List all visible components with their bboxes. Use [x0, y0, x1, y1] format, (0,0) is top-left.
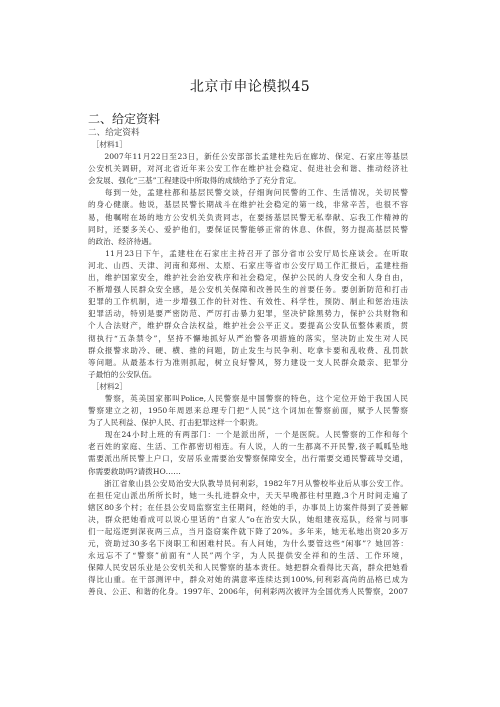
body-text-line: 辖区80多个村；在任县公安局监察室主任期间，经她的手，办事员上访案件得到了妥善解 [88, 502, 408, 512]
body-text-line: 2007年11月22日至23日，新任公安部部长孟建柱先后在廊坊、保定、石家庄等基层 [88, 152, 408, 162]
material-label: ［材料1］ [88, 140, 127, 149]
body-text-line: 元，资助过30多名下岗职工和困难村民。有人问她，为什么要管这些“闲事”？她回答： [88, 539, 408, 549]
body-text-line: 不断增强人民群众安全感，是公安机关保障和改善民生的首要任务。要创新防范和打击 [88, 285, 408, 295]
body-text-line: 的政治、经济待遇。 [88, 236, 157, 246]
body-text-line: 警察，英美国家都叫Police,人民警察是中国警察的特色，这个定位开始于我国人民 [88, 393, 408, 403]
section-heading: 二、给定资料 [88, 112, 161, 126]
body-text-line: 善良、公正、和谐的化身。1997年、2006年，何利彩两次被评为全国优秀人民警察，2007 [88, 587, 408, 597]
body-text-line: 老百姓的家庭、生活、工作都密切相连。有人说，人的一生都离不开民警,孩子呱呱坠地 [88, 442, 408, 452]
body-text-line: 永远忘不了“警察”前面有“人民”两个字，为人民提供安全祥和的生活、工作环境， [88, 551, 408, 561]
body-text-line: 出，维护国家安全，维护社会治安秩序和社会稳定，保护公民的人身安全和人身自由， [88, 273, 408, 283]
body-text-line: 个人合法财产，维护群众合法权益，维护社会公平正义。要提高公安队伍整体素质，贯 [88, 321, 408, 331]
body-text-line: 会发展、强化“三基”工程建设中所取得的成绩给予了充分肯定。 [88, 176, 301, 186]
body-text-line: 需要派出所民警上户口，安居乐业需要治安警察保障安全，出行需要交通民警疏导交通， [88, 454, 408, 464]
body-text-line: 犯罪活动，特别是要严密防范、严厉打击暴力犯罪，坚决铲除黑势力，保护公共财物和 [88, 309, 408, 319]
body-text-line: 在担任定山派出所所长时，她一头扎进群众中，天天早晚都往村里跑,3个月时间走遍了 [88, 490, 408, 500]
body-text-line: 公安机关调研，对河北省近年来公安工作在维护社会稳定、促进社会和谐、推动经济社 [88, 164, 408, 174]
body-text-line: 河北、山西、天津、河南和郑州、太原、石家庄等省市公安厅局工作汇报后，孟建柱指 [88, 260, 408, 270]
body-text-line: 决，群众把她看成可以说心里话的“自家人”o在治安大队，她组建夜巡队，经常与同事 [88, 514, 408, 524]
body-text-line: 你需要救助吗?请拨HO…… [88, 466, 181, 476]
document-title: 北京市申论模拟45 [189, 79, 311, 95]
body-text-line: 警察建立之初，1950年周恩来总理专门把“人民”这个词加在警察前面，赋予人民警察 [88, 406, 408, 416]
body-text-line: 的身心健康。他说，基层民警长期战斗在维护社会稳定的第一线，非常辛苦，也很不容 [88, 200, 408, 210]
body-text-line: 现在24小时上班的有两部门：一个是派出所，一个是医院。人民警察的工作和每个 [88, 430, 408, 440]
body-text-line: 犯罪的工作机制，进一步增强工作的针对性、有效性、科学性，预防、制止和惩治违法 [88, 297, 408, 307]
body-text-line: 为了人民利益、保护人民、打击犯罪这样一个职责。 [88, 418, 263, 428]
body-text-line: 浙江省象山县公安局治安大队教导员何利彩，1982年7月从警校毕业后从事公安工作。 [88, 478, 408, 488]
body-text-line: 同时，还要多关心、爱护他们，要保证民警能够正常的休息、休假，努力提高基层民警 [88, 224, 408, 234]
body-text-line: 群众报警求助冷、硬、横、推的问题，防止发生与民争利、吃拿卡要和乱收费、乱罚款 [88, 345, 408, 355]
body-text-line: 11月23日下午，孟建柱在石家庄主持召开了部分省市公安厅局长座谈会。在听取 [88, 248, 408, 258]
material-label: ［材料2］ [88, 381, 127, 391]
body-text-line: 每到一处，孟建柱都和基层民警交谈，仔细询问民警的工作、生活情况，关切民警 [88, 188, 408, 198]
body-text-line: 保障人民安居乐业是公安机关和人民警察的基本责任。她把群众看得比天高，群众把她看 [88, 563, 408, 573]
body-text-line: 易，他嘱咐在场的地方公安机关负责同志，在要扬基层民警无私奉献、忘我工作精神的 [88, 212, 408, 222]
body-text-line: 彻执行“五条禁令”，坚持不懈地抓好从严治警各项措施的落实，坚决防止发生对人民 [88, 333, 408, 343]
document-body [88, 139, 408, 599]
body-text-line: 子最怕的公安队伍。 [88, 369, 157, 379]
body-text-line: 等问题。从最基本行为准则抓起，树立良好警风，努力建设一支人民群众最亲、犯罪分 [88, 357, 408, 367]
subsection-heading: 二、给定资料 [88, 128, 140, 138]
body-text-line: 们一起巡逻到深夜两三点，当月盗窃案件就下降了20%。多年来，她无私地出资20多万 [88, 527, 408, 536]
body-text-line: 得比山重。在干部测评中，群众对她的满意率连续达到100%,何利彩高尚的品格已成为 [88, 575, 408, 585]
